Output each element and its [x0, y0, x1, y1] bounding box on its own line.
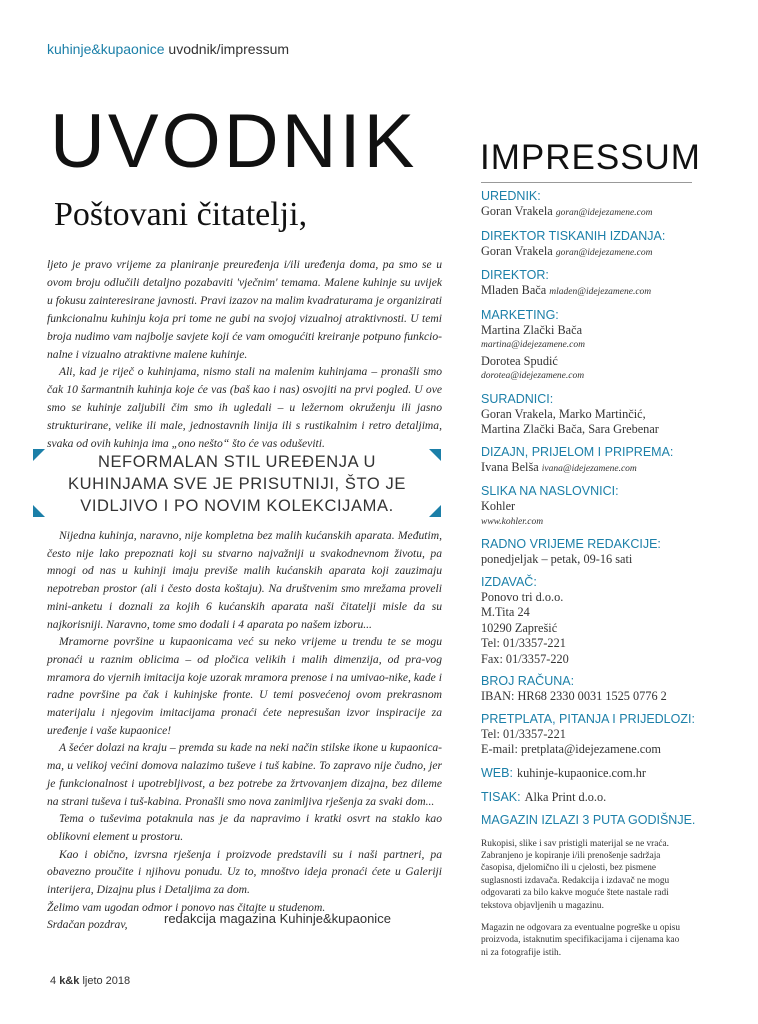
email[interactable]: E-mail: pretplata@idejezamene.com — [481, 742, 661, 756]
label: SURADNICI: — [481, 391, 554, 406]
value: Alka Print d.o.o. — [524, 789, 607, 804]
name: Mladen Bača — [481, 283, 547, 297]
web-link[interactable]: kuhinje-kupaonice.com.hr — [516, 765, 647, 780]
value: IBAN: HR68 2330 0031 1525 0776 2 — [481, 689, 667, 703]
label: UREDNIK: — [481, 189, 541, 203]
email: ivana@idejezamene.com — [541, 463, 637, 474]
web-link[interactable]: www.kohler.com — [481, 516, 544, 527]
value: M.Tita 24 — [481, 605, 530, 619]
pull-quote-text: NEFORMALAN STIL UREĐENJA U KUHINJAMA SVE JE PRISUTNIJI, ŠTO JE VIDLJIVO I PO NOVIM KOLEKCIJAMA. — [68, 453, 406, 515]
header-brand: kuhinje&kupaonice — [47, 41, 165, 57]
running-header — [47, 41, 289, 57]
impressum-radno-vrijeme — [481, 536, 711, 568]
impressum-direktor-tiskanih — [481, 228, 711, 262]
name: Dorotea Spudić — [481, 353, 558, 368]
quote-corner-icon — [33, 505, 45, 517]
pull-quote — [33, 449, 441, 517]
body-paragraph: A šećer dolazi na kraju – premda su kade na neki način stilske ikone u kupaonica-ma, u velikoj većini domova nalazimo tuševe i tuš kabine. To zapravo nije čudno, jer je funkcionalnost i upotrebljivost, a bez potrebe za žrtvovanjem dizajna, bez dileme na strani tuševa i tuš-kabina. Pronašli smo nova zanimljiva rješenja za svaki dom... — [47, 741, 442, 808]
quote-corner-icon — [429, 449, 441, 461]
email: goran@idejezamene.com — [555, 247, 653, 258]
quote-corner-icon — [429, 505, 441, 517]
impressum-racun — [481, 673, 711, 705]
impressum — [481, 188, 711, 969]
issue-label: ljeto 2018 — [82, 975, 131, 987]
impressum-direktor — [481, 267, 711, 301]
value: Martina Zlački Bača, Sara Grebenar — [481, 422, 659, 436]
closing-line: Srdačan pozdrav, — [47, 918, 128, 932]
closing-line: Želimo vam ugodan odmor i ponovo nas čitajte u studenom. — [47, 900, 326, 914]
label: DIZAJN, PRIJELOM I PRIPREMA: — [481, 444, 674, 459]
label: PRETPLATA, PITANJA I PRIJEDLOZI: — [481, 711, 695, 726]
label: MAGAZIN IZLAZI 3 PUTA GODIŠNJE. — [481, 812, 696, 827]
label: DIREKTOR TISKANIH IZDANJA: — [481, 228, 666, 243]
value: Fax: 01/3357-220 — [481, 651, 569, 666]
impressum-title: IMPRESSUM — [480, 138, 701, 177]
body-paragraph: Nijedna kuhinja, naravno, nije kompletna bez malih kućanskih aparata. Međutim, često nije lako prepoznati koji su stvarno najvažniji u svakodnevnom životu, pa mnogi od nas u kuhinji imaju previše malih kućanskih aparata koji zauzimaju nepotreban prostor (ali i često dosta koštaju). Na društvenim smo mrežama proveli mini-anketu i doznali za kojih 6 kućanskih aparata naši čitatelji misle da su najkorisniji. Naravno, tome smo dodali i 4 aparata po našem izboru... — [47, 529, 442, 631]
impressum-izdavac — [481, 574, 711, 668]
divider — [481, 182, 692, 183]
page-title: UVODNIK — [50, 99, 418, 184]
magazine-logo: k&k — [59, 975, 80, 987]
signature: redakcija magazina Kuhinje&kupaonice — [164, 911, 391, 926]
body-paragraph: Kao i obično, izvrsna rješenja i proizvode predstavili su i naši partneri, pa obavezno proučite i njihovu ponudu. Uz to, mnoštvo ideja pronaći ćete u Galeriji interijera, Dizajnu plus i Detaljima za dom. — [47, 847, 442, 897]
value: Goran Vrakela, Marko Martinčić, — [481, 406, 646, 421]
label: WEB: — [481, 765, 513, 780]
impressum-web — [481, 764, 711, 782]
impressum-pretplata — [481, 711, 711, 758]
intro-paragraph: ljeto je pravo vrijeme za planiranje preuređenja i/ili uređenja doma, pa smo se u ovom broju odlučili detaljno pozabaviti 'vječnim' temama. Malene kuhinje su uvijek u fokusu zainteresirane javnosti. Pravi izazov na malim kvadraturama je organizirati funkcionalnu kuhinju koja pri tome ne gubi na svojoj vizualnoj atraktivnosti. U temi broja nudimo vam najbolje savjete koji će vam omogućiti kreiranje potpuno funkcio-nalne i vizualno atraktivne malene kuhinje. — [47, 258, 442, 361]
greeting: Poštovani čitatelji, — [54, 196, 308, 233]
intro-text — [47, 256, 442, 453]
label: TISAK: — [481, 789, 521, 804]
label: DIREKTOR: — [481, 268, 549, 282]
label: SLIKA NA NASLOVNICI: — [481, 484, 619, 498]
impressum-tisak — [481, 788, 711, 806]
value: Ponovo tri d.o.o. — [481, 589, 564, 604]
name: Martina Zlački Bača — [481, 322, 583, 337]
email: goran@idejezamene.com — [555, 208, 653, 218]
impressum-dizajn — [481, 444, 711, 478]
impressum-urednik — [481, 188, 711, 222]
impressum-notes — [481, 838, 686, 960]
quote-corner-icon — [33, 449, 45, 461]
value: ponedjeljak – petak, 09-16 sati — [481, 552, 633, 566]
value: Kohler — [481, 499, 516, 513]
name: Ivana Belša — [481, 459, 539, 474]
label: MARKETING: — [481, 307, 559, 322]
name: Goran Vrakela — [481, 204, 553, 218]
body-paragraph: Tema o tuševima potaknula nas je da napravimo i kratki osvrt na staklo kao oblikovni element u prostoru. — [47, 812, 442, 843]
impressum-marketing — [481, 307, 711, 385]
value: 10290 Zaprešić — [481, 620, 558, 635]
intro-paragraph: Ali, kad je riječ o kuhinjama, nismo stali na malenim kuhinjama – pronašli smo čak 10 šarmantnih kuhinja koje će vas (baš kao i nas) osvojiti na prvi pogled. U ove smo se kuhinje zaljubili čim smo ih ugledali – u ležernom okruženju ili jasno strukturirane, velike ili male, jednostavnih linija ili s rustikalnim i retro detaljima, svaka od ovih kuhinja ima „ono nešto“ što će vas oduševiti. — [47, 365, 442, 451]
impressum-suradnici — [481, 391, 711, 438]
email: mladen@idejezamene.com — [549, 287, 652, 297]
body-paragraph: Mramorne površine u kupaonicama već su neko vrijeme u trendu te se mogu pronaći u raznim oblicima – od pločica velikih i malih dimenzija, od pra-vog mramora do vjernih imitacija koje uzorak mramora prenose i na umivao-nike, kade i radne površine pa čak i kuhinjske fronte. U temi posvećenoj ovom prekrasnom materijalu i njegovim imitacijama pronaći ćete nepresušan izvor inspiracije za uređenje i vaše kupaonice! — [47, 635, 442, 737]
note: Rukopisi, slike i sav pristigli materijal se ne vraća. Zabranjeno je kopiranje i/ili prenošenje sadržaja časopisa, djelomično ili u cjelosti, bez pismene suglasnosti izdavača. Redakcija i izdavač ne mogu odgovarati za bilo kakve moguće štete nastale radi tekstova objavljenih u magazinu. — [481, 838, 670, 911]
impressum-izlazi — [481, 812, 711, 828]
header-section: uvodnik/impressum — [168, 41, 290, 57]
impressum-slika — [481, 483, 711, 530]
note: Magazin ne odgovara za eventualne pogreške u opisu proizvoda, istaknutim specifikacijama i cijenama kao ni za fotografije istih. — [481, 922, 681, 958]
name: Goran Vrakela — [481, 243, 553, 258]
page-number: 4 — [50, 975, 57, 987]
folio — [50, 975, 130, 987]
label: RADNO VRIJEME REDAKCIJE: — [481, 537, 661, 551]
value: Tel: 01/3357-221 — [481, 726, 566, 741]
label: BROJ RAČUNA: — [481, 674, 575, 688]
email: martina@idejezamene.com — [481, 340, 585, 350]
value: Tel: 01/3357-221 — [481, 636, 566, 650]
label: IZDAVAČ: — [481, 574, 537, 589]
body-text — [47, 527, 442, 934]
email: dorotea@idejezamene.com — [481, 371, 585, 381]
